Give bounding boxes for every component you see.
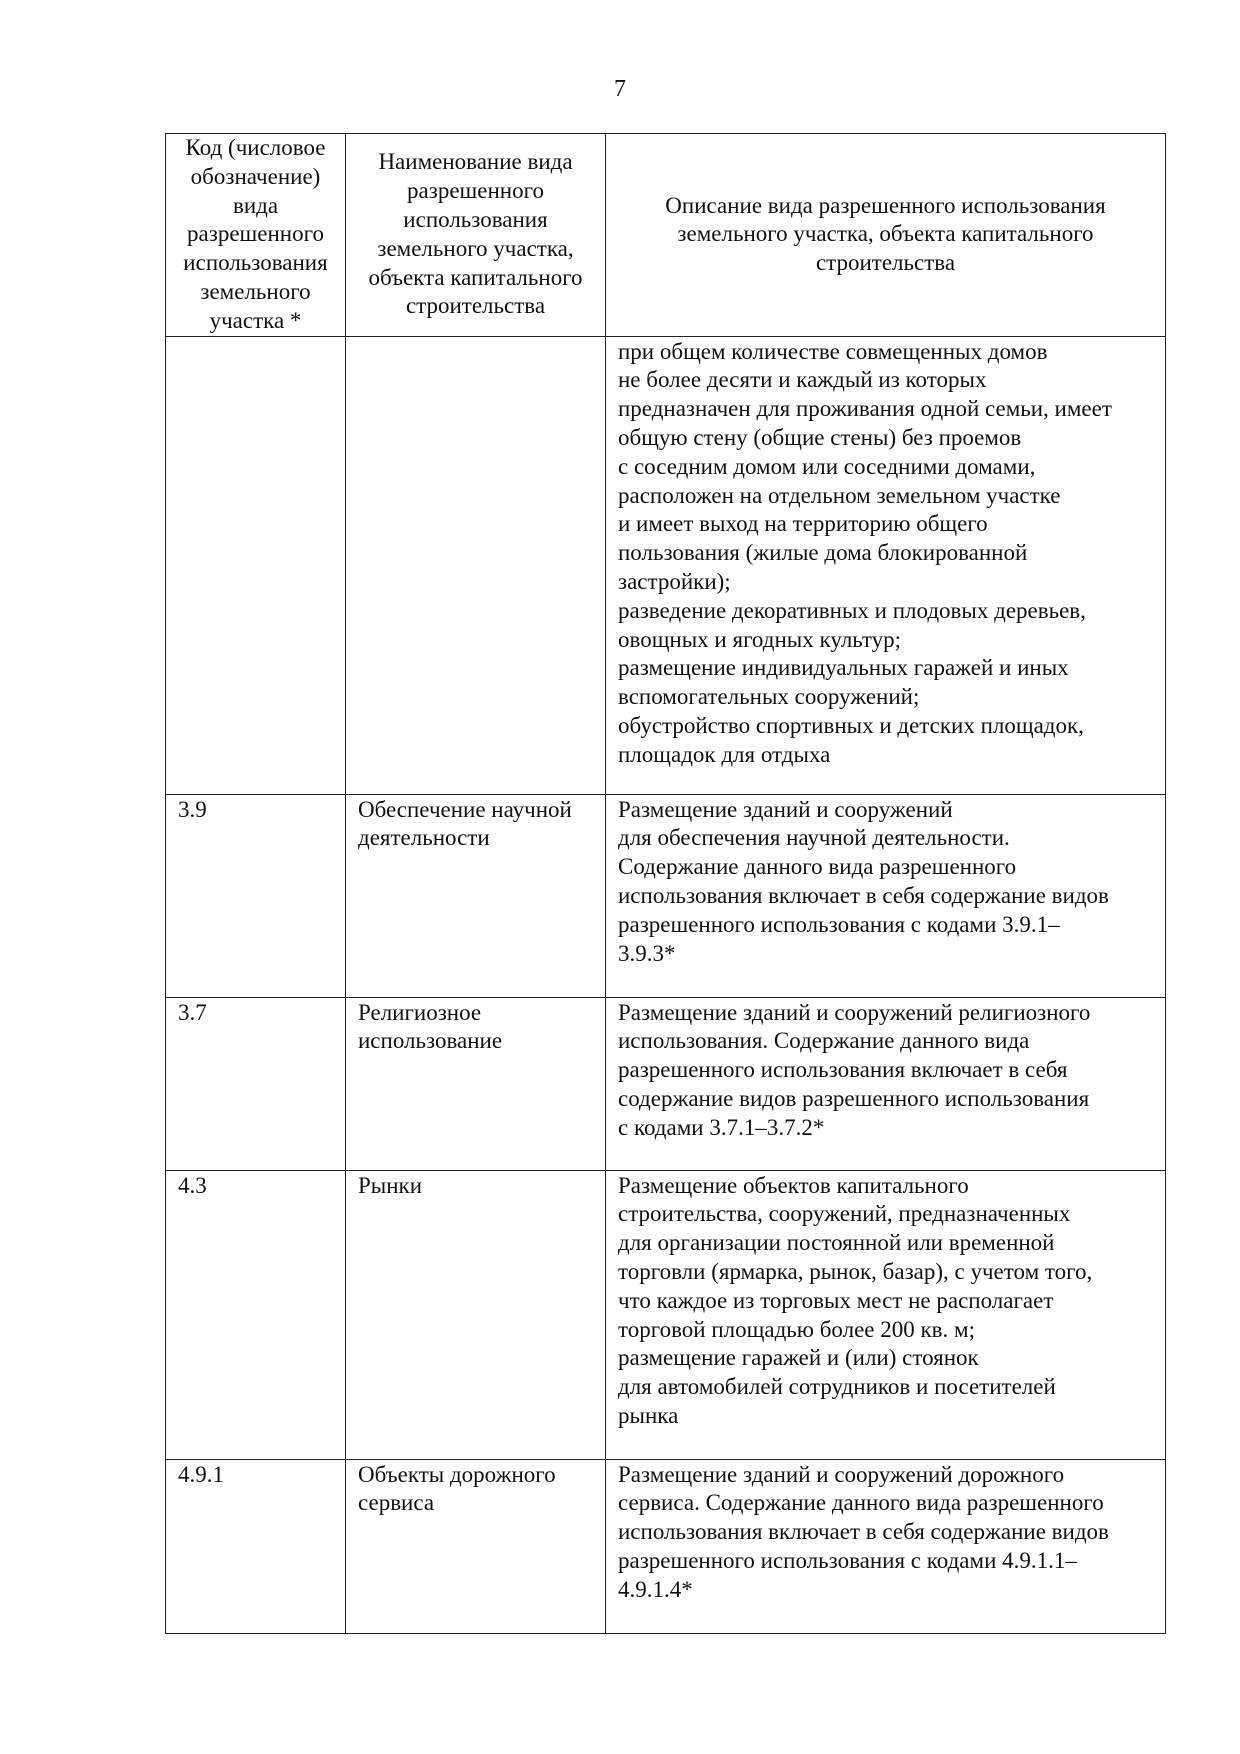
code-text: 3.7: [178, 999, 207, 1025]
header-line: строительства: [405, 293, 546, 319]
header-line: строительства: [815, 250, 956, 276]
description-line: Размещение зданий и сооружений: [618, 796, 953, 822]
description-line: площадок для отдыха: [618, 741, 831, 767]
table-row: [166, 1459, 1166, 1633]
description-line: размещение индивидуальных гаражей и иных: [618, 655, 1069, 681]
header-line: земельного участка, объекта капитального: [677, 221, 1094, 247]
description-line: что каждое из торговых мест не располагает: [618, 1287, 1054, 1313]
description-line: разрешенного использования включает в себя: [618, 1057, 1068, 1083]
description-line: разведение декоративных и плодовых деревьев,: [618, 597, 1086, 623]
name-line: использование: [358, 1028, 503, 1054]
description-line: расположен на отдельном земельном участке: [618, 482, 1061, 508]
code-cell: [166, 1459, 346, 1633]
description-line: с кодами 3.7.1–3.7.2*: [618, 1114, 825, 1140]
description-line: для автомобилей сотрудников и посетителей: [618, 1374, 1056, 1400]
description-cell: [606, 1170, 1166, 1459]
description-line: Размещение зданий и сооружений религиозного: [618, 999, 1091, 1025]
header-line: использования: [403, 206, 548, 232]
description-line: овощных и ягодных культур;: [618, 626, 902, 652]
description-line: застройки);: [618, 568, 731, 594]
code-cell: [166, 1170, 346, 1459]
header-line: вида: [232, 192, 279, 218]
name-cell: [346, 997, 606, 1170]
description-line: при общем количестве совмещенных домов: [618, 338, 1048, 364]
table-row: [166, 997, 1166, 1170]
description-line: 4.9.1.4*: [618, 1576, 693, 1602]
header-code: [166, 134, 346, 337]
header-line: разрешенного: [187, 221, 324, 247]
name-line: Религиозное: [358, 999, 482, 1025]
description-cell: [606, 1459, 1166, 1633]
header-line: Описание вида разрешенного использования: [665, 192, 1106, 218]
description-line: разрешенного использования с кодами 4.9.1.1–: [618, 1547, 1077, 1573]
description-line: 3.9.3*: [618, 940, 676, 966]
header-line: объекта капитального: [368, 264, 583, 290]
header-line: обозначение): [190, 163, 321, 189]
header-line: Наименование вида: [378, 149, 573, 175]
table-header-row: [166, 134, 1166, 337]
land-use-table: [165, 133, 1166, 1634]
code-cell: [166, 794, 346, 997]
description-cell: [606, 336, 1166, 794]
code-text: [166, 337, 345, 338]
description-line: с соседним домом или соседними домами,: [618, 453, 1036, 479]
header-line: земельного: [200, 278, 311, 304]
description-line: содержание видов разрешенного использования: [618, 1085, 1090, 1111]
name-cell: [346, 1170, 606, 1459]
name-line: деятельности: [358, 825, 490, 851]
table-row: [166, 794, 1166, 997]
description-line: пользования (жилые дома блокированной: [618, 540, 1028, 566]
description-line: использования. Содержание данного вида: [618, 1028, 1030, 1054]
header-line: Код (числовое: [185, 135, 326, 160]
header-description: [606, 134, 1166, 337]
code-cell: [166, 336, 346, 794]
table-row: [166, 1170, 1166, 1459]
description-line: торговли (ярмарка, рынок, базар), с учетом того,: [618, 1258, 1093, 1284]
header-line: использования: [183, 250, 328, 276]
name-line: Рынки: [358, 1172, 423, 1198]
code-text: 4.9.1: [178, 1461, 224, 1487]
header-line: разрешенного: [407, 178, 544, 204]
description-line: вспомогательных сооружений;: [618, 684, 920, 710]
header-name: [346, 134, 606, 337]
name-cell: [346, 794, 606, 997]
description-line: строительства, сооружений, предназначенных: [618, 1201, 1071, 1227]
description-line: для организации постоянной или временной: [618, 1230, 1055, 1256]
name-cell: [346, 336, 606, 794]
description-cell: [606, 997, 1166, 1170]
description-line: для обеспечения научной деятельности.: [618, 825, 1010, 851]
header-line: участка *: [209, 307, 302, 333]
table-row: [166, 336, 1166, 794]
code-text: 4.3: [178, 1172, 207, 1198]
description-line: Размещение зданий и сооружений дорожного: [618, 1461, 1065, 1487]
description-line: использования включает в себя содержание видов: [618, 882, 1109, 908]
description-line: рынка: [618, 1402, 679, 1428]
description-cell: [606, 794, 1166, 997]
header-line: земельного участка,: [377, 235, 574, 261]
name-line: сервиса: [358, 1490, 435, 1516]
description-line: разрешенного использования с кодами 3.9.1–: [618, 911, 1060, 937]
name-cell: [346, 1459, 606, 1633]
description-line: предназначен для проживания одной семьи, имеет: [618, 396, 1112, 422]
page-number: 7: [614, 76, 626, 102]
description-line: Содержание данного вида разрешенного: [618, 854, 1017, 880]
code-cell: [166, 997, 346, 1170]
description-line: обустройство спортивных и детских площадок,: [618, 712, 1084, 738]
description-line: не более десяти и каждый из которых: [618, 367, 987, 393]
name-line: Объекты дорожного: [358, 1461, 556, 1487]
description-line: торговой площадью более 200 кв. м;: [618, 1316, 975, 1342]
description-line: общую стену (общие стены) без проемов: [618, 424, 1022, 450]
description-line: сервиса. Содержание данного вида разрешенного: [618, 1490, 1104, 1516]
description-line: Размещение объектов капитального: [618, 1172, 969, 1198]
description-line: и имеет выход на территорию общего: [618, 511, 988, 537]
description-line: использования включает в себя содержание видов: [618, 1519, 1109, 1545]
name-line: Обеспечение научной: [358, 796, 572, 822]
code-text: 3.9: [178, 796, 207, 822]
description-line: размещение гаражей и (или) стоянок: [618, 1345, 979, 1371]
